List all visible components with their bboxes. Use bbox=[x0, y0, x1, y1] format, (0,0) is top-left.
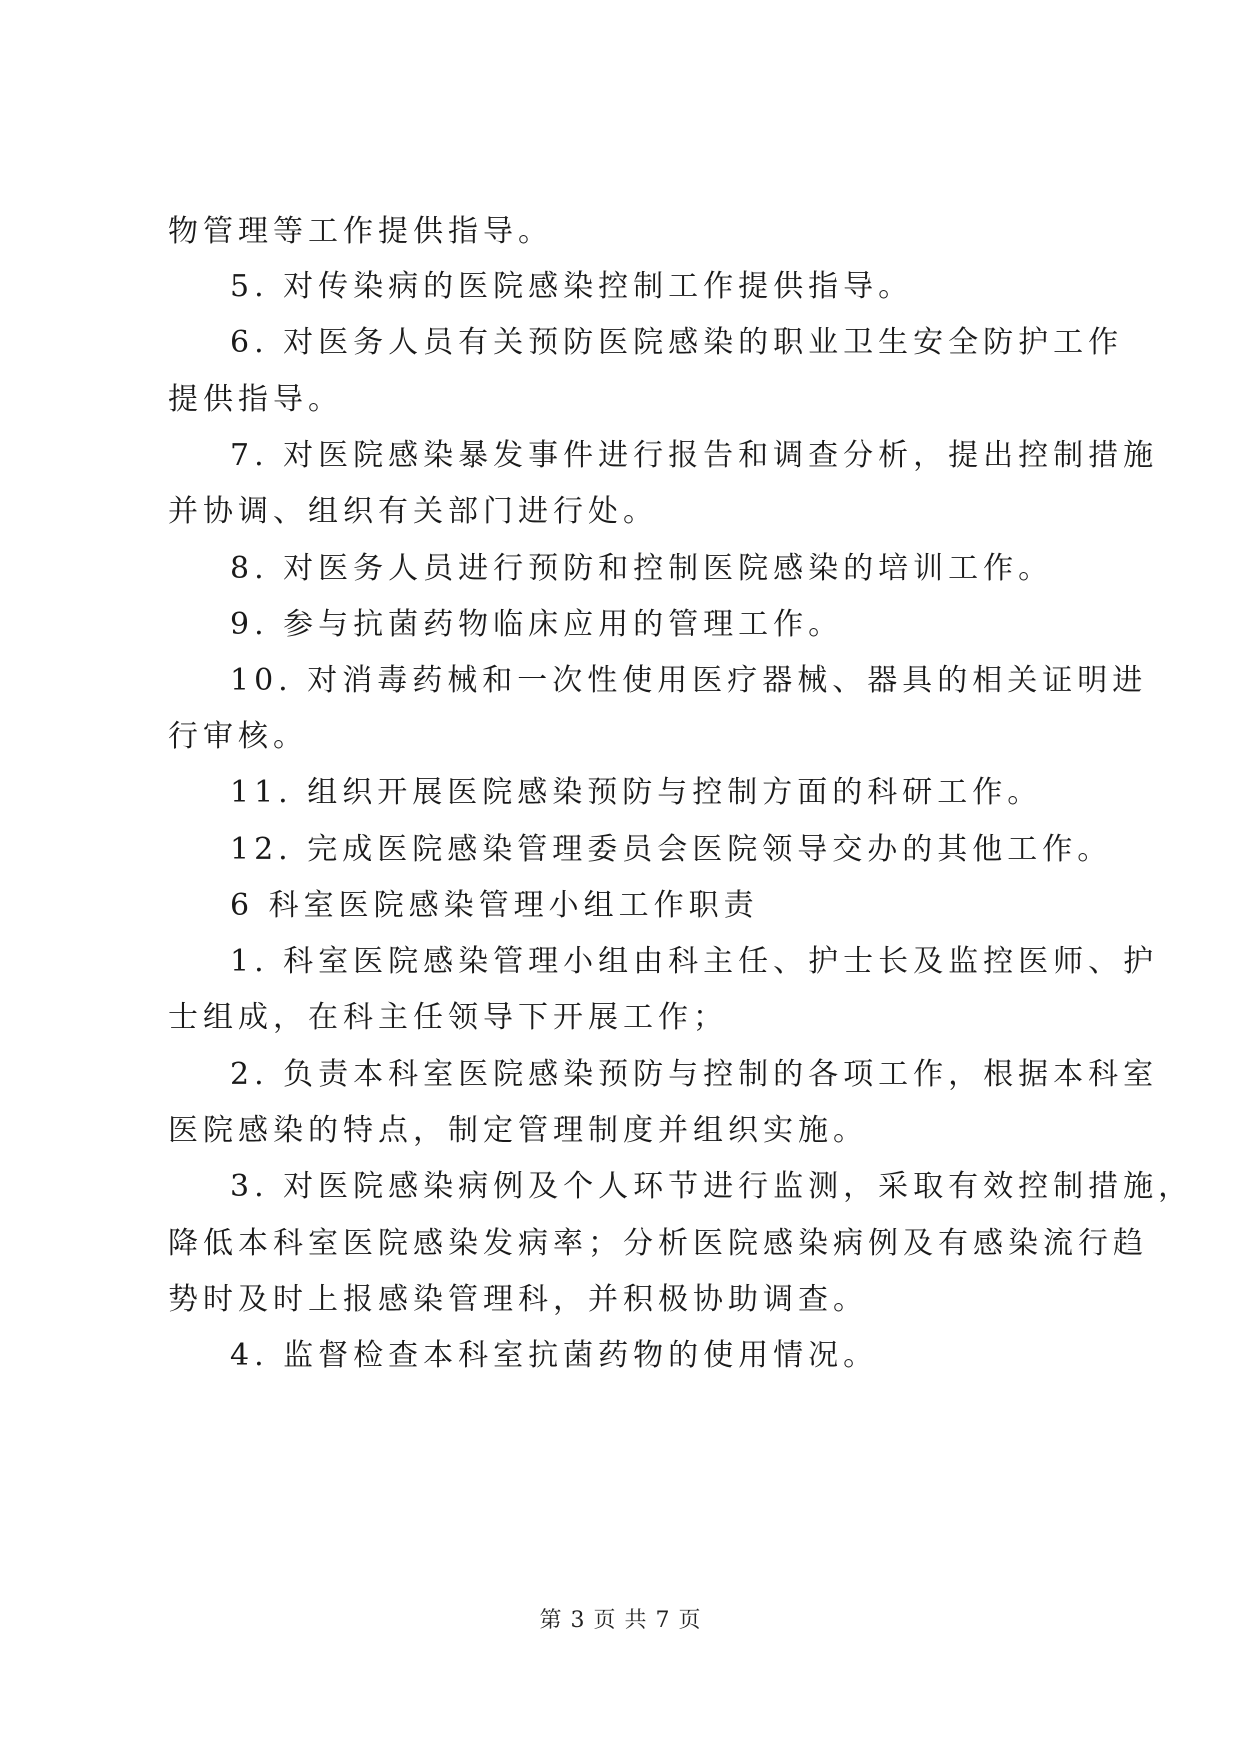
body-line-20: 势时及时上报感染管理科，并积极协助调查。 bbox=[168, 1282, 868, 1317]
page-number-footer: 第 3 页 共 7 页 bbox=[539, 1608, 702, 1633]
section-heading: 6 科室医院感染管理小组工作职责 bbox=[230, 888, 759, 923]
body-line-6: 并协调、组织有关部门进行处。 bbox=[168, 494, 658, 529]
body-line-3: 6. 对医务人员有关预防医院感染的职业卫生安全防护工作 bbox=[230, 325, 1124, 360]
body-line-10: 行审核。 bbox=[168, 719, 308, 754]
body-line-4: 提供指导。 bbox=[168, 382, 343, 417]
body-line-21: 4. 监督检查本科室抗菌药物的使用情况。 bbox=[230, 1338, 879, 1373]
body-line-12: 12. 完成医院感染管理委员会医院领导交办的其他工作。 bbox=[230, 832, 1113, 867]
body-line-16: 2. 负责本科室医院感染预防与控制的各项工作，根据本科室 bbox=[230, 1057, 1159, 1092]
body-line-19: 降低本科室医院感染发病率；分析医院感染病例及有感染流行趋 bbox=[168, 1226, 1148, 1261]
body-line-7: 8. 对医务人员进行预防和控制医院感染的培训工作。 bbox=[230, 551, 1054, 586]
body-line-5: 7. 对医院感染暴发事件进行报告和调查分析，提出控制措施 bbox=[230, 438, 1159, 473]
body-line-9: 10. 对消毒药械和一次性使用医疗器械、器具的相关证明进 bbox=[230, 663, 1148, 698]
body-line-17: 医院感染的特点，制定管理制度并组织实施。 bbox=[168, 1113, 868, 1148]
body-line-1: 物管理等工作提供指导。 bbox=[168, 214, 553, 249]
body-line-8: 9. 参与抗菌药物临床应用的管理工作。 bbox=[230, 607, 844, 642]
body-line-18: 3. 对医院感染病例及个人环节进行监测，采取有效控制措施， bbox=[230, 1169, 1194, 1204]
body-line-11: 11. 组织开展医院感染预防与控制方面的科研工作。 bbox=[230, 775, 1043, 810]
body-line-15: 士组成，在科主任领导下开展工作； bbox=[168, 1000, 728, 1035]
body-line-2: 5. 对传染病的医院感染控制工作提供指导。 bbox=[230, 269, 914, 304]
body-line-14: 1. 科室医院感染管理小组由科主任、护士长及监控医师、护 bbox=[230, 944, 1159, 979]
